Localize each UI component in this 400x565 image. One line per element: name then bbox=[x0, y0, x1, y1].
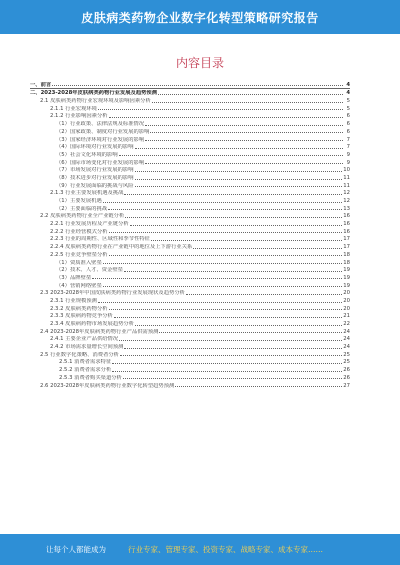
toc-entry-title: （4）国际环境对行业发展的影响 bbox=[30, 144, 135, 150]
toc-entry[interactable] bbox=[30, 235, 350, 243]
toc-entry[interactable] bbox=[30, 273, 350, 281]
toc-entry-title: （1）行业政策、法律法规及标准情况 bbox=[30, 121, 145, 127]
toc-entry[interactable] bbox=[30, 358, 350, 366]
toc-entry-title: 2.3 2023-2028年中国皮肤病类药物行业发展现状及趋势分析 bbox=[30, 290, 186, 296]
toc-entry-page: 10 bbox=[343, 167, 350, 174]
toc-entry-page: 21 bbox=[343, 313, 350, 320]
toc-entry[interactable] bbox=[30, 104, 350, 112]
footer-slogan: 让每个人都能成为 bbox=[46, 545, 106, 554]
toc-entry[interactable] bbox=[30, 112, 350, 120]
toc-entry[interactable] bbox=[30, 119, 350, 127]
toc-entry-title: （5）社会文化环境的影响 bbox=[30, 152, 119, 158]
toc-entry[interactable] bbox=[30, 88, 350, 97]
toc-entry-title: （2）主要面临的挑战 bbox=[30, 206, 108, 212]
toc-entry[interactable] bbox=[30, 319, 350, 327]
toc-dot-leader bbox=[135, 325, 342, 326]
toc-entry-page: 12 bbox=[343, 190, 350, 197]
toc-entry-title: 2.2.1 行业发展历程及产业链分析 bbox=[30, 221, 130, 227]
toc-entry[interactable] bbox=[30, 312, 350, 320]
toc-entry-page: 16 bbox=[343, 213, 350, 220]
toc-dot-leader bbox=[124, 194, 342, 195]
toc-entry-title: （3）国家经济环境对行业发展的影响 bbox=[30, 137, 145, 143]
toc-entry[interactable] bbox=[30, 242, 350, 250]
toc-entry-page: 16 bbox=[343, 221, 350, 228]
toc-entry-title: （2）技术、人才、资金壁垒 bbox=[30, 267, 124, 273]
toc-entry-page: 4 bbox=[346, 81, 350, 88]
toc-dot-leader bbox=[151, 240, 342, 241]
toc-dot-leader bbox=[130, 225, 343, 226]
toc-entry-title: （9）行业发展面临的挑战与风险 bbox=[30, 183, 135, 189]
toc-entry-page: 17 bbox=[343, 236, 350, 243]
toc-entry[interactable] bbox=[30, 158, 350, 166]
toc-entry-title: 2.6 2023-2028年皮肤病类药物行业数字化转型趋势预测 bbox=[30, 383, 175, 389]
toc-entry[interactable] bbox=[30, 327, 350, 335]
toc-entry[interactable] bbox=[30, 181, 350, 189]
toc-dot-leader bbox=[109, 309, 343, 310]
top-banner bbox=[0, 0, 400, 34]
toc-entry-title: 2.4.2 市场需求量增长空间预测 bbox=[30, 344, 124, 350]
toc-dot-leader bbox=[145, 125, 343, 126]
toc-dot-leader bbox=[193, 248, 342, 249]
toc-entry-page: 5 bbox=[346, 105, 350, 112]
toc-entry-page: 4 bbox=[346, 90, 350, 97]
toc-dot-leader bbox=[135, 171, 343, 172]
toc-entry-title: 2.2 皮肤病类药物行业全产业链分析 bbox=[30, 213, 125, 219]
toc-entry-title: 2.2.5 行业竞争壁垒分析 bbox=[30, 252, 109, 258]
toc-dot-leader bbox=[159, 332, 342, 333]
toc-entry-page: 24 bbox=[343, 328, 350, 335]
toc-entry-title: （8）技术进步对行业发展的影响 bbox=[30, 175, 135, 181]
toc-entry[interactable] bbox=[30, 150, 350, 158]
toc-entry-page: 13 bbox=[343, 205, 350, 212]
toc-entry-page: 16 bbox=[343, 228, 350, 235]
toc-entry[interactable] bbox=[30, 173, 350, 181]
footer-expert-list: 行业专家、管理专家、投资专家、战略专家、成本专家…… bbox=[128, 545, 323, 554]
toc-entry-title: 2.5.1 消费者需求特征 bbox=[30, 359, 112, 365]
toc-dot-leader bbox=[52, 85, 343, 86]
toc-entry-page: 12 bbox=[343, 198, 350, 204]
toc-entry-title: 2.1 皮肤病类药物行业宏观环境及影响因素分析 bbox=[30, 98, 152, 104]
toc-entry-page: 27 bbox=[343, 382, 350, 389]
toc-entry-page: 6 bbox=[346, 128, 350, 135]
toc-entry[interactable] bbox=[30, 219, 350, 227]
toc-entry-title: 2.3.3 皮肤病药物竞争分析 bbox=[30, 313, 114, 319]
toc-entry-title: 2.4.1 主要企业产品供给情况 bbox=[30, 336, 119, 342]
toc-entry-title: 2.2.3 行业的周期性、区域性和季节性特征 bbox=[30, 236, 151, 242]
toc-entry-page: 6 bbox=[346, 121, 350, 128]
toc-dot-leader bbox=[119, 155, 343, 156]
table-of-contents bbox=[30, 80, 350, 389]
toc-dot-leader bbox=[124, 271, 342, 272]
toc-dot-leader bbox=[158, 94, 343, 95]
toc-dot-leader bbox=[175, 386, 342, 387]
toc-entry-title: 2.1.3 行业主要发展机遇及挑战 bbox=[30, 190, 124, 196]
toc-entry[interactable] bbox=[30, 212, 350, 220]
toc-dot-leader bbox=[150, 132, 343, 133]
toc-entry[interactable] bbox=[30, 281, 350, 289]
toc-dot-leader bbox=[186, 294, 342, 295]
toc-entry[interactable] bbox=[30, 365, 350, 373]
toc-entry-page: 18 bbox=[343, 259, 350, 266]
toc-entry-title: 2.5.3 消费者购买渠道分析 bbox=[30, 375, 123, 381]
toc-dot-leader bbox=[145, 140, 343, 141]
toc-entry-page: 25 bbox=[343, 359, 350, 366]
toc-entry-page: 20 bbox=[343, 305, 350, 312]
toc-dot-leader bbox=[120, 355, 342, 356]
toc-entry-title: 2.2.4 皮肤病类药物行业在产业链中的地位及上下游行业关系 bbox=[30, 244, 193, 250]
toc-entry[interactable] bbox=[30, 350, 350, 358]
toc-entry[interactable] bbox=[30, 335, 350, 343]
toc-dot-leader bbox=[112, 363, 342, 364]
toc-entry-title: 一、前言 bbox=[30, 81, 52, 88]
toc-entry-page: 20 bbox=[343, 290, 350, 297]
toc-dot-leader bbox=[119, 340, 342, 341]
toc-entry[interactable] bbox=[30, 304, 350, 312]
toc-entry[interactable] bbox=[30, 80, 350, 88]
toc-entry-title: （1）资质准入壁垒 bbox=[30, 260, 103, 266]
toc-entry-title: 2.1.2 行业影响因素分析 bbox=[30, 113, 109, 119]
toc-entry[interactable] bbox=[30, 258, 350, 266]
toc-entry-page: 18 bbox=[343, 251, 350, 258]
toc-dot-leader bbox=[92, 278, 342, 279]
footer-banner bbox=[0, 534, 400, 565]
toc-entry[interactable] bbox=[30, 289, 350, 297]
toc-entry[interactable] bbox=[30, 196, 350, 204]
toc-entry-page: 25 bbox=[343, 351, 350, 358]
toc-entry-title: （1）主要发展机遇 bbox=[30, 198, 103, 204]
toc-entry-page: 20 bbox=[343, 297, 350, 304]
toc-dot-leader bbox=[123, 378, 342, 379]
toc-dot-leader bbox=[152, 102, 343, 103]
toc-entry-title: 2.2.2 行业经营模式分析 bbox=[30, 229, 109, 235]
toc-dot-leader bbox=[103, 263, 343, 264]
toc-entry-title: （2）国家政策、制度对行业发展的影响 bbox=[30, 129, 150, 135]
toc-entry-page: 7 bbox=[346, 136, 350, 143]
toc-dot-leader bbox=[124, 348, 342, 349]
toc-entry-page: 26 bbox=[343, 374, 350, 381]
toc-entry[interactable] bbox=[30, 143, 350, 151]
toc-dot-leader bbox=[114, 317, 342, 318]
toc-entry-title: 2.3.2 皮肤病类药物分析 bbox=[30, 306, 109, 312]
toc-entry-page: 17 bbox=[343, 244, 350, 251]
toc-dot-leader bbox=[98, 109, 343, 110]
toc-dot-leader bbox=[109, 232, 343, 233]
toc-entry-page: 19 bbox=[343, 282, 350, 289]
toc-dot-leader bbox=[108, 209, 342, 210]
toc-entry[interactable] bbox=[30, 250, 350, 258]
toc-dot-leader bbox=[112, 371, 342, 372]
toc-dot-leader bbox=[103, 286, 343, 287]
toc-entry-page: 22 bbox=[343, 321, 350, 327]
toc-entry-page: 24 bbox=[343, 336, 350, 343]
toc-entry-title: 2.3.4 皮肤病药物市场发展趋势分析 bbox=[30, 321, 135, 327]
toc-dot-leader bbox=[109, 117, 343, 118]
toc-entry[interactable] bbox=[30, 342, 350, 350]
toc-dot-leader bbox=[103, 202, 343, 203]
toc-entry[interactable] bbox=[30, 189, 350, 197]
toc-entry-title: （7）市场发展对行业发展的影响 bbox=[30, 167, 135, 173]
toc-entry-page: 9 bbox=[346, 151, 350, 158]
toc-entry-title: 二、2023-2028年皮肤病类药物行业发展及趋势预测 bbox=[30, 90, 158, 97]
toc-entry-title: （6）国际市场变化对行业发展的影响 bbox=[30, 160, 145, 166]
toc-entry[interactable] bbox=[30, 266, 350, 274]
toc-dot-leader bbox=[125, 217, 342, 218]
toc-entry-title: 2.4 2023-2028年皮肤病类药物行业产品供需预测 bbox=[30, 329, 159, 335]
toc-entry[interactable] bbox=[30, 373, 350, 381]
toc-entry-title: 2.1.1 行业宏观环境 bbox=[30, 106, 98, 112]
toc-entry[interactable] bbox=[30, 227, 350, 235]
toc-entry-page: 24 bbox=[343, 344, 350, 351]
toc-dot-leader bbox=[135, 186, 343, 187]
toc-heading: 内容目录 bbox=[175, 56, 224, 70]
toc-entry-title: （3）品牌壁垒 bbox=[30, 275, 92, 281]
toc-entry[interactable] bbox=[30, 381, 350, 389]
toc-entry-page: 7 bbox=[346, 144, 350, 151]
toc-entry-title: 2.5.2 消费者需求分析 bbox=[30, 367, 112, 373]
toc-entry-page: 19 bbox=[343, 274, 350, 281]
toc-dot-leader bbox=[135, 179, 343, 180]
toc-entry-title: 2.3.1 行业规模预测 bbox=[30, 298, 98, 304]
toc-entry[interactable] bbox=[30, 135, 350, 143]
toc-entry-page: 26 bbox=[343, 367, 350, 374]
toc-dot-leader bbox=[145, 163, 343, 164]
report-title: 皮肤病类药物企业数字化转型策略研究报告 bbox=[81, 11, 319, 25]
toc-entry[interactable] bbox=[30, 96, 350, 104]
toc-dot-leader bbox=[98, 302, 342, 303]
toc-entry-page: 9 bbox=[346, 159, 350, 166]
toc-dot-leader bbox=[109, 255, 343, 256]
toc-entry-page: 11 bbox=[343, 174, 350, 181]
toc-dot-leader bbox=[135, 148, 343, 149]
toc-entry-page: 6 bbox=[346, 113, 350, 120]
toc-entry[interactable] bbox=[30, 127, 350, 135]
toc-entry[interactable] bbox=[30, 166, 350, 174]
toc-entry[interactable] bbox=[30, 204, 350, 212]
toc-entry[interactable] bbox=[30, 296, 350, 304]
toc-entry-page: 5 bbox=[346, 98, 350, 105]
toc-entry-title: 2.5 行业数字化策略、消费者分析 bbox=[30, 352, 120, 358]
toc-entry-page: 19 bbox=[343, 267, 350, 274]
toc-entry-page: 11 bbox=[343, 182, 350, 189]
toc-entry-title: （4）营销网络壁垒 bbox=[30, 283, 103, 289]
